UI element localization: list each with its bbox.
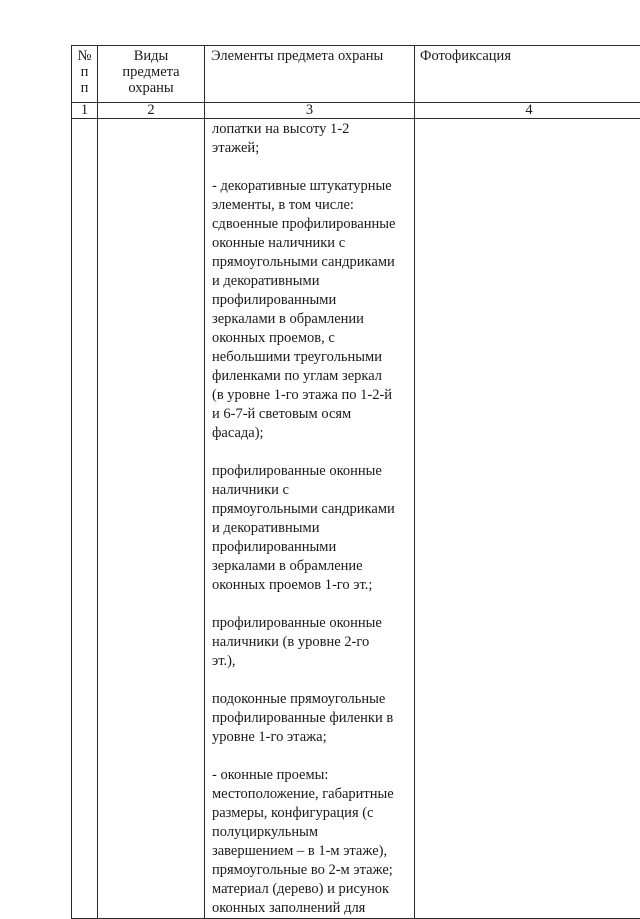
body-types-cell <box>98 119 205 919</box>
element-text-line: сдвоенные профилированные <box>212 215 410 234</box>
element-text-line: полуциркульным <box>212 823 410 842</box>
header-photo-cell: Фотофиксация <box>415 46 640 103</box>
body-elements-cell <box>205 119 415 919</box>
element-text-line: оконных проемов 1-го эт.; <box>212 576 410 595</box>
element-paragraph <box>212 177 410 443</box>
element-text-line: - оконные проемы: <box>212 766 410 785</box>
element-text-line: профилированные оконные <box>212 462 410 481</box>
element-text-line: этажей; <box>212 139 410 158</box>
element-text-line: небольшими треугольными <box>212 348 410 367</box>
element-text-line: прямоугольными сандриками <box>212 500 410 519</box>
element-text-line: наличники (в уровне 2-го <box>212 633 410 652</box>
header-types-line: охраны <box>98 80 204 96</box>
element-paragraph <box>212 690 410 747</box>
paragraph-gap <box>212 443 410 462</box>
body-number-cell <box>72 119 98 919</box>
protection-elements-table <box>71 45 640 919</box>
element-text-line: зеркалами в обрамлении <box>212 310 410 329</box>
element-text-line: элементы, в том числе: <box>212 196 410 215</box>
element-paragraph <box>212 462 410 595</box>
element-text-line: местоположение, габаритные <box>212 785 410 804</box>
column-number-cell: 2 <box>98 103 205 119</box>
element-text-line: профилированными <box>212 538 410 557</box>
element-text-line: наличники с <box>212 481 410 500</box>
element-text-line: оконных проемов, с <box>212 329 410 348</box>
header-number-line: п <box>72 64 97 80</box>
body-photo-cell <box>415 119 640 919</box>
header-number-cell <box>72 46 98 103</box>
element-paragraph <box>212 120 410 158</box>
header-number-line: № <box>72 48 97 64</box>
column-number-cell: 4 <box>415 103 640 119</box>
paragraph-gap <box>212 671 410 690</box>
header-types-line: Виды <box>98 48 204 64</box>
element-text-line: фасада); <box>212 424 410 443</box>
element-text-line: филенками по углам зеркал <box>212 367 410 386</box>
element-text-line: материал (дерево) и рисунок <box>212 880 410 899</box>
column-number-cell: 3 <box>205 103 415 119</box>
element-text-line: и декоративными <box>212 519 410 538</box>
element-paragraph <box>212 766 410 918</box>
element-text-line: и 6-7-й световым осям <box>212 405 410 424</box>
column-number-row <box>72 103 640 119</box>
table-header-row <box>72 46 640 103</box>
element-text-line: завершением – в 1-м этаже), <box>212 842 410 861</box>
element-text-line: подоконные прямоугольные <box>212 690 410 709</box>
table-body-row <box>72 119 640 919</box>
element-text-line: зеркалами в обрамление <box>212 557 410 576</box>
paragraph-gap <box>212 747 410 766</box>
header-types-cell <box>98 46 205 103</box>
element-text-line: и декоративными <box>212 272 410 291</box>
element-text-line: профилированными <box>212 291 410 310</box>
element-text-line: - декоративные штукатурные <box>212 177 410 196</box>
column-number-cell: 1 <box>72 103 98 119</box>
header-number-line: п <box>72 80 97 96</box>
element-text-line: размеры, конфигурация (с <box>212 804 410 823</box>
element-text-line: (в уровне 1-го этажа по 1-2-й <box>212 386 410 405</box>
paragraph-gap <box>212 595 410 614</box>
header-types-line: предмета <box>98 64 204 80</box>
element-text-line: оконные наличники с <box>212 234 410 253</box>
element-text-line: профилированные филенки в <box>212 709 410 728</box>
header-elements-cell: Элементы предмета охраны <box>205 46 415 103</box>
paragraph-gap <box>212 158 410 177</box>
element-text-line: прямоугольными сандриками <box>212 253 410 272</box>
element-text-line: оконных заполнений для <box>212 899 410 918</box>
element-text-line: лопатки на высоту 1-2 <box>212 120 410 139</box>
element-paragraph <box>212 614 410 671</box>
element-text-line: профилированные оконные <box>212 614 410 633</box>
element-text-line: прямоугольные во 2-м этаже; <box>212 861 410 880</box>
element-text-line: эт.), <box>212 652 410 671</box>
element-text-line: уровне 1-го этажа; <box>212 728 410 747</box>
